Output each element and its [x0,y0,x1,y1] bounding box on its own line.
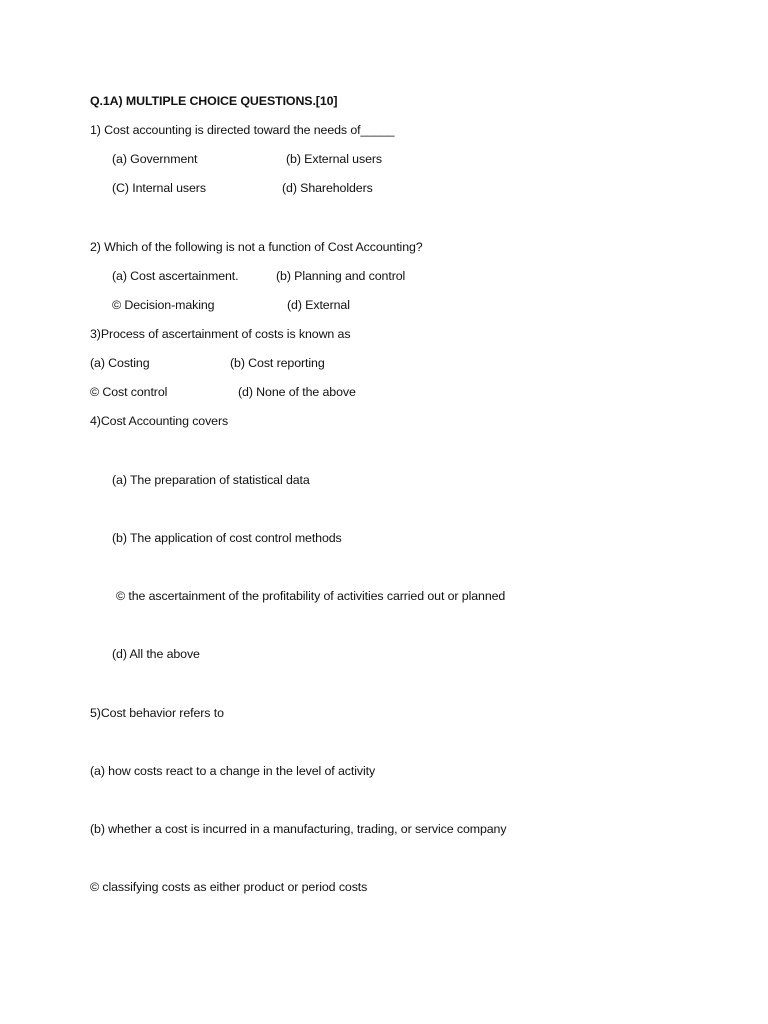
question-4-option-d: (d) All the above [112,647,200,661]
question-5-option-b: (b) whether a cost is incurred in a manufacturing, trading, or service company [90,822,507,836]
question-5-option-c: © classifying costs as either product or period costs [90,880,368,894]
question-2-text: 2) Which of the following is not a function of Cost Accounting? [90,240,423,254]
question-2-option-c: © Decision-making [112,298,215,312]
section-heading: Q.1A) MULTIPLE CHOICE QUESTIONS.[10] [90,94,338,108]
question-2-option-d: (d) External [287,298,350,312]
question-3-text: 3)Process of ascertainment of costs is known as [90,327,351,341]
question-3-option-c: © Cost control [90,385,168,399]
question-1-option-b: (b) External users [286,152,382,166]
question-4-option-c: © the ascertainment of the profitability of activities carried out or planned [116,589,506,603]
question-2-option-a: (a) Cost ascertainment. [112,269,239,283]
question-1-option-d: (d) Shareholders [282,181,373,195]
question-4-text: 4)Cost Accounting covers [90,414,229,428]
question-1-option-c: (C) Internal users [112,181,206,195]
question-2-option-b: (b) Planning and control [276,269,406,283]
question-1-text: 1) Cost accounting is directed toward the needs of_____ [90,123,395,137]
question-4-option-b: (b) The application of cost control methods [112,531,342,545]
question-1-option-a: (a) Government [112,152,198,166]
question-5-text: 5)Cost behavior refers to [90,706,224,720]
question-5-option-a: (a) how costs react to a change in the level of activity [90,764,376,778]
question-3-option-b: (b) Cost reporting [230,356,325,370]
question-3-option-a: (a) Costing [90,356,150,370]
question-3-option-d: (d) None of the above [238,385,356,399]
question-4-option-a: (a) The preparation of statistical data [112,473,310,487]
